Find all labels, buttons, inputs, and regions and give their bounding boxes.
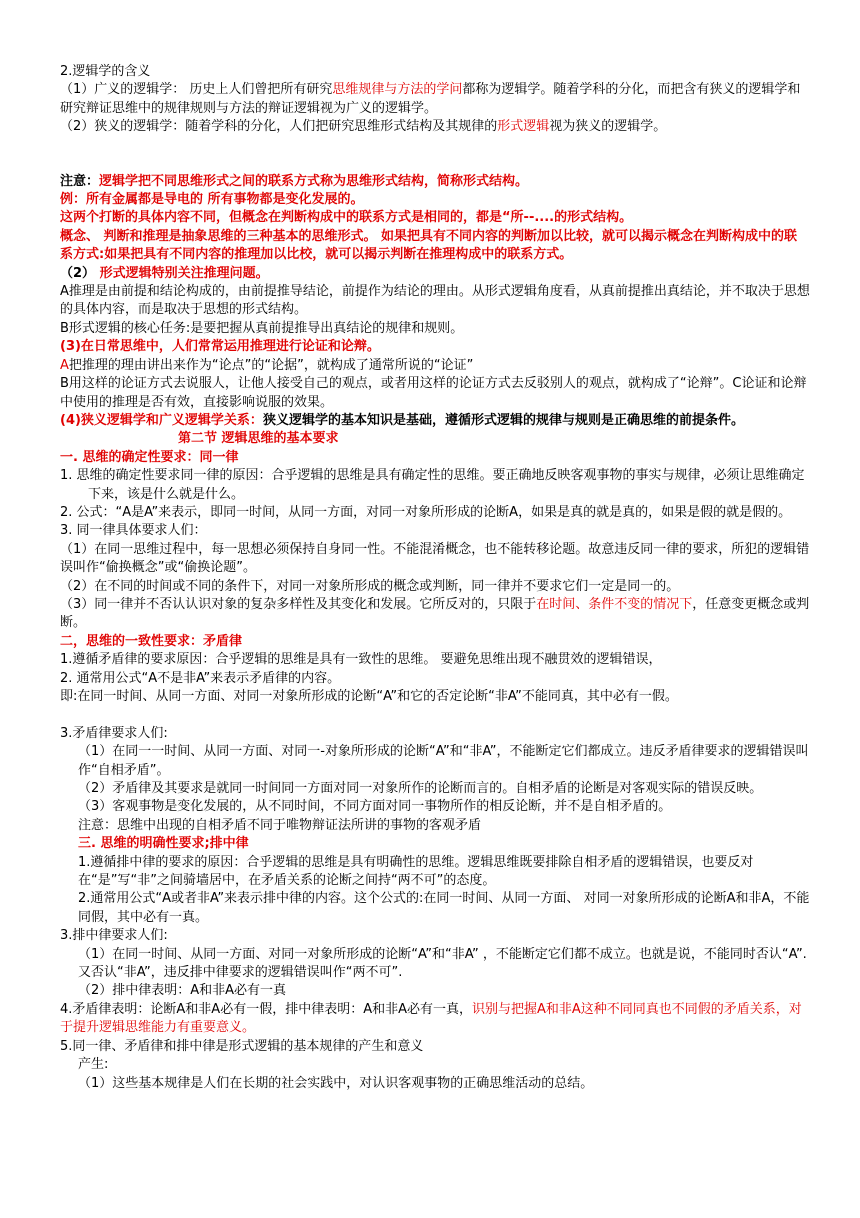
paragraph-identity-formula: 2. 公式：“A是A”来表示，即同一时间，从同一方面，对同一对象所形成的论断A，如果是真的就是真的，如果是假的就是假的。 (60, 504, 792, 520)
paragraph-argument-a: A把推理的理由讲出来作为“论点”的“论据”，就构成了通常所说的“论证” (60, 357, 474, 373)
paragraph-broad-logic: （1）广义的逻辑学： 历史上人们曾把所有研究思维规律与方法的学问都称为逻辑学。随着学科的分化，而把含有狭义的逻辑学和研究辩证思维中的规律规则与方法的辩证逻辑视为广义的逻辑学。 (60, 82, 801, 116)
paragraph-excluded-req-1: （1）在同一时间、从同一方面、对同一对象所形成的论断“A”和“非A” ，不能断定它们都不成立。也就是说，不能同时否认“A”.又否认“非A”，违反排中律要求的逻辑错误叫作“两不可”. (78, 946, 807, 981)
paragraph-contradiction-req-1: （1）在同一一时间、从同一方面、对同一-对象所形成的论断“A”和“非A”，不能断定它们都成立。违反矛盾律要求的逻辑错误叫作“自相矛盾”。 (78, 744, 809, 778)
heading-contradiction-requirements: 3.矛盾律要求人们: (60, 725, 168, 741)
paragraph-inference-a: A推理是由前提和结论构成的，由前提推导结论，前提作为结论的理由。从形式逻辑角度看，从真前提推出真结论，并不取决于思想的具体内容，而是取决于思想的形式结构。 (60, 284, 810, 318)
heading-identity-requirements: 3. 同一律具体要求人们： (60, 523, 207, 539)
paragraph-origin-1: （1）这些基本规律是人们在长期的社会实践中，对认识客观事物的正确思维活动的总结。 (78, 1075, 594, 1091)
paragraph-inference-b: B形式逻辑的核心任务:是要把握从真前提推导出真结论的规律和规则。 (60, 320, 464, 336)
heading-excluded-middle-law: 三. 思维的明确性要求;排中律 (78, 836, 249, 852)
paragraph-identity-reason: 1. 思维的确定性要求同一律的原因：合乎逻辑的思维是具有确定性的思维。要正确地反映客观事物的事实与规律，必须让思维确定下来，该是什么就是什么。 (60, 468, 805, 502)
paragraph-narrow-logic: （2）狭义的逻辑学：随着学科的分化，人们把研究思维形式结构及其规律的形式逻辑视为狭义的逻辑学。 (60, 119, 667, 135)
heading-logic-meaning: 2.逻辑学的含义 (60, 64, 151, 79)
note-contradiction: 注意：思维中出现的自相矛盾不同于唯物辩证法所讲的事物的客观矛盾 (78, 817, 482, 833)
paragraph-thinking-forms: 概念、 判断和推理是抽象思维的三种基本的思维形式。 如果把具有不同内容的判断加以比较，就可以揭示概念在判断构成中的联系方式:如果把具有不同内容的推理加以比校，就可以揭示判断在推理构成中的联系方式。 (60, 228, 798, 263)
heading-excluded-requirements: 3.排中律要求人们: (60, 928, 168, 944)
example-line: 例：所有金属都是导电的 所有事物都是变化发展的。 (60, 192, 364, 208)
paragraph-contradiction-formula: 2. 通常用公式“A不是非A”来表示矛盾律的内容。 (60, 670, 341, 686)
heading-daily-thinking: (3)在日常思维中，人们常常运用推理进行论证和论辩。 (60, 339, 380, 355)
paragraph-logic-relation: (4)狭义逻辑学和广义逻辑学关系：狭义逻辑学的基本知识是基础，遵循形式逻辑的规律与规则是正确思维的前提条件。 (60, 412, 744, 428)
paragraph-identity-req-3: （3）同一律并不否认认识对象的复杂多样性及其变化和发展。它所反对的，只限于在时间、条件不变的情况下，任意变更概念或判断。 (60, 596, 810, 631)
section-title: 第二节 逻辑思维的基本要求 (178, 431, 339, 447)
paragraph-contradiction-req-2: （2）矛盾律及其要求是就同一时间同一方面对同一对象所作的论断而言的。自相矛盾的论断是对客观实际的错误反映。 (78, 781, 763, 797)
paragraph-identity-req-2: （2）在不同的时间或不同的条件下，对同一对象所形成的概念或判断，同一律并不要求它们一定是同一的。 (60, 578, 680, 594)
heading-contradiction-law: 二，思维的一致性要求：矛盾律 (60, 633, 243, 649)
heading-laws-origin: 5.同一律、矛盾律和排中律是形式逻辑的基本规律的产生和意义 (60, 1038, 424, 1054)
label-origin: 产生: (78, 1057, 109, 1073)
paragraph-excluded-reason: 1.遵循排中律的要求的原因：合乎逻辑的思维是具有明确性的思维。逻辑思维既要排除自相矛盾的逻辑错误，也要反对在“是”写“非”之间骑墙居中，在矛盾关系的论断之间持“两不可”的态度。 (78, 854, 754, 889)
paragraph-excluded-formula: 2.通常用公式“A或者非A”来表示排中律的内容。这个公式的:在同一时间、从同一方面、 对同一对象所形成的论断A和非A，不能同假，其中必有一真。 (78, 891, 810, 925)
paragraph-argument-b: B用这样的论证方式去说服人，让他人接受自己的观点，或者用这样的论证方式去反驳别人的观点，就构成了“论辩”。C论证和论辩中使用的推理是否有效，直接影响说服的效果。 (60, 376, 807, 410)
paragraph-excluded-req-2: （2）排中律表明：A和非A必有一真 (78, 983, 287, 999)
heading-identity-law: 一. 思维的确定性要求：同一律 (60, 449, 239, 465)
example-explanation: 这两个打断的具体内容不同，但概念在判断构成中的联系方式是相同的，都是“所--....的形式结构。 (60, 210, 633, 226)
paragraph-contradiction-reason: 1.遵循矛盾律的要求原因：合乎逻辑的思维是具有一致性的思维。 要避免思维出现不融贯效的逻辑错误， (60, 652, 662, 668)
paragraph-identity-req-1: （1）在同一思维过程中，每一思想必须保持自身同一性。不能混淆概念，也不能转移论题。故意违反同一律的要求，所犯的逻辑错误叫作“偷换概念”或“偷换论题”。 (60, 541, 810, 576)
document-page (60, 63, 810, 1093)
paragraph-contradiction-req-3: （3）客观事物是变化发展的，从不同时间，不同方面对同一事物所作的相反论断，并不是自相矛盾的。 (78, 799, 672, 815)
note-form-structure: 注意：逻辑学把不同思维形式之间的联系方式称为思维形式结构，简称形式结构。 (60, 173, 529, 189)
paragraph-law-comparison: 4.矛盾律表明：论断A和非A必有一假，排中律表明：A和非A必有一真，识别与把握A和非A这种不同同真也不同假的矛盾关系，对于提升逻辑思维能力有重要意义。 (60, 1001, 802, 1036)
heading-formal-logic-inference: （2） 形式逻辑特别关注推理问题。 (60, 265, 269, 281)
paragraph-contradiction-meaning: 即:在同一时间、从同一方面、对同一对象所形成的论断“A”和它的否定论断“非A”不能同真，其中必有一假。 (60, 689, 678, 704)
